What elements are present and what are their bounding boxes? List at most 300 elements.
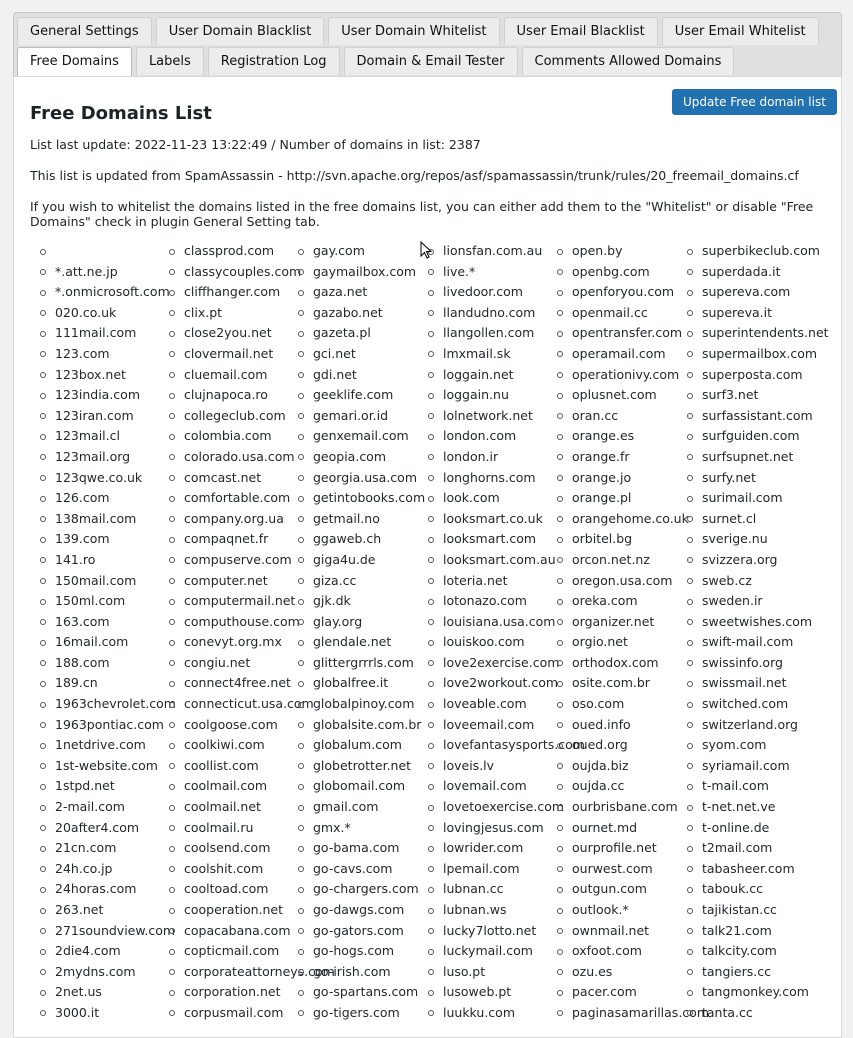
bullet-icon <box>428 413 434 419</box>
domain-list-item <box>298 406 425 427</box>
domain-text: classprod.com <box>184 243 275 258</box>
bullet-icon <box>428 763 434 769</box>
bullet-icon <box>298 619 304 625</box>
domain-text: 2mydns.com <box>55 963 136 979</box>
tab-labels[interactable]: Labels <box>136 47 204 75</box>
domain-list-item <box>40 694 176 715</box>
domain-list-item <box>40 900 176 921</box>
domain-text: globomail.com <box>313 778 406 794</box>
bullet-icon <box>169 578 175 584</box>
domain-text: 150mail.com <box>55 572 137 588</box>
bullet-icon <box>298 393 304 399</box>
domain-list-item <box>40 488 176 509</box>
domain-list-item <box>40 653 176 674</box>
domain-text: giza.cc <box>313 572 357 588</box>
bullet-icon <box>428 1010 434 1016</box>
domain-text: 188.com <box>55 654 110 670</box>
domain-list-item <box>298 591 425 612</box>
domain-list-item <box>687 879 829 900</box>
domain-list-item <box>687 673 829 694</box>
domain-text: 123iran.com <box>55 407 134 423</box>
bullet-icon <box>428 351 434 357</box>
bullet-icon <box>298 763 304 769</box>
domain-text: looksmart.com.au <box>443 551 556 567</box>
domain-list-item <box>687 1003 829 1024</box>
domain-text: surfsupnet.net <box>702 448 794 464</box>
bullet-icon <box>557 372 563 378</box>
domain-text: oso.com <box>572 696 625 712</box>
bullet-icon <box>687 784 693 790</box>
bullet-icon <box>428 269 434 275</box>
domain-text: gdi.net <box>313 366 357 382</box>
domain-text: getmail.no <box>313 510 380 526</box>
bullet-icon <box>557 413 563 419</box>
domain-list-item <box>40 612 176 633</box>
domain-list-item <box>298 756 425 777</box>
tab-user-email-whitelist[interactable]: User Email Whitelist <box>662 17 819 45</box>
domain-text: talkcity.com <box>702 943 777 959</box>
domain-text: glendale.net <box>313 634 392 650</box>
domain-text: loveemail.com <box>443 716 535 732</box>
domain-text: tabasheer.com <box>702 860 795 876</box>
bullet-icon <box>557 269 563 275</box>
domain-list-item <box>687 962 829 983</box>
domain-list-item <box>40 447 176 468</box>
domain-list-item <box>298 859 425 880</box>
bullet-icon <box>428 702 434 708</box>
domain-list-item <box>40 715 176 736</box>
domain-list-item <box>298 365 425 386</box>
domain-text: 189.cn <box>55 675 98 691</box>
domain-text: supereva.it <box>702 304 773 320</box>
bullet-icon <box>298 990 304 996</box>
bullet-icon <box>40 969 46 975</box>
domain-text: geopia.com <box>313 448 387 464</box>
bullet-icon <box>298 413 304 419</box>
domain-text: superintendents.net <box>702 325 829 341</box>
domain-text: go-dawgs.com <box>313 902 405 917</box>
bullet-icon <box>428 516 434 522</box>
bullet-icon <box>687 372 693 378</box>
domain-text: looksmart.co.uk <box>443 510 543 526</box>
domain-list-item <box>40 385 176 406</box>
bullet-icon <box>687 393 693 399</box>
bullet-icon <box>40 825 46 831</box>
domain-list-item <box>298 468 425 489</box>
domain-text: go-bama.com <box>313 840 400 856</box>
domain-list-item <box>687 776 829 797</box>
tab-free-domains[interactable]: Free Domains <box>17 47 132 77</box>
bullet-icon <box>169 660 175 666</box>
bullet-icon <box>40 331 46 337</box>
domain-list-item <box>687 365 829 386</box>
bullet-icon <box>298 702 304 708</box>
bullet-icon <box>428 454 434 460</box>
domain-text: gaymailbox.com <box>313 263 417 279</box>
domain-text: supermailbox.com <box>702 345 818 361</box>
domain-text: orthodox.com <box>572 654 659 670</box>
domain-list-item <box>40 426 176 447</box>
bullet-icon <box>687 866 693 872</box>
domain-text: livedoor.com <box>443 284 523 300</box>
domain-list-item <box>40 468 176 489</box>
bullet-icon <box>687 351 693 357</box>
help-text: If you wish to whitelist the domains listed in the free domains list, you can either add them to the "Whitelist" or disable "Free Domains" check in plugin General Setting tab. <box>30 199 814 229</box>
source-text: This list is updated from SpamAssassin - http://svn.apache.org/repos/asf/spamassassin/trunk/rules/20_freemail_domains.cf <box>30 168 799 183</box>
domain-text: congiu.net <box>184 654 251 670</box>
domain-list-item <box>687 447 829 468</box>
bullet-icon <box>557 475 563 481</box>
bullet-icon <box>428 866 434 872</box>
domain-text: orange.es <box>572 428 635 444</box>
domain-text: coolkiwi.com <box>184 737 265 753</box>
domain-list-item <box>40 962 176 983</box>
tab-domain-email-tester[interactable]: Domain & Email Tester <box>344 47 518 75</box>
bullet-icon <box>687 640 693 646</box>
domain-list-item <box>40 818 176 839</box>
mouse-cursor-icon <box>420 241 432 259</box>
bullet-icon <box>557 990 563 996</box>
domain-text: colorado.usa.com <box>184 448 295 464</box>
bullet-icon <box>169 722 175 728</box>
domain-text: surfassistant.com <box>702 407 813 423</box>
bullet-icon <box>298 640 304 646</box>
domain-text: ourprofile.net <box>572 840 657 856</box>
bullet-icon <box>169 784 175 790</box>
bullet-icon <box>428 599 434 605</box>
domain-text: organizer.net <box>572 613 655 629</box>
bullet-icon <box>169 599 175 605</box>
bullet-icon <box>687 1010 693 1016</box>
bullet-icon <box>557 454 563 460</box>
domain-list-item <box>298 735 425 756</box>
bullet-icon <box>40 578 46 584</box>
domain-list-item <box>298 426 425 447</box>
bullet-icon <box>557 866 563 872</box>
domain-text: coolshit.com <box>184 860 264 876</box>
domain-text: glittergrrrls.com <box>313 654 414 670</box>
domain-text: gmail.com <box>313 799 379 815</box>
domain-list-item <box>298 776 425 797</box>
domain-text: go-cavs.com <box>313 860 393 876</box>
domain-text: outlook.* <box>572 902 629 917</box>
bullet-icon <box>428 784 434 790</box>
bullet-icon <box>169 351 175 357</box>
domain-list-item <box>687 468 829 489</box>
domain-list-item <box>298 282 425 303</box>
bullet-icon <box>428 619 434 625</box>
bullet-icon <box>428 290 434 296</box>
domain-text: t-net.net.ve <box>702 799 776 815</box>
domain-text: orangehome.co.uk <box>572 510 689 526</box>
bullet-icon <box>298 516 304 522</box>
bullet-icon <box>687 928 693 934</box>
bullet-icon <box>687 434 693 440</box>
domain-list-item <box>687 426 829 447</box>
bullet-icon <box>687 743 693 749</box>
tab-user-domain-whitelist[interactable]: User Domain Whitelist <box>328 17 499 45</box>
update-free-domain-list-button[interactable]: Update Free domain list <box>672 89 837 115</box>
domain-list-item <box>40 941 176 962</box>
bullet-icon <box>428 496 434 502</box>
domain-text: corporation.net <box>184 984 281 1000</box>
domain-list-item <box>687 818 829 839</box>
domain-list-item <box>298 447 425 468</box>
domain-text: collegeclub.com <box>184 407 286 423</box>
domain-text: loggain.nu <box>443 387 509 403</box>
bullet-icon <box>169 454 175 460</box>
domain-text: lovemail.com <box>443 778 527 794</box>
domain-list-item <box>40 735 176 756</box>
domain-text: live.* <box>443 263 476 279</box>
domain-list-item <box>687 653 829 674</box>
domain-text: lusoweb.pt <box>443 984 512 1000</box>
bullet-icon <box>40 619 46 625</box>
tab-comments-allowed-domains[interactable]: Comments Allowed Domains <box>522 47 735 75</box>
domain-list-item <box>298 673 425 694</box>
domain-list-item <box>40 797 176 818</box>
domain-text: 1netdrive.com <box>55 737 146 753</box>
domain-text: computer.net <box>184 572 268 588</box>
bullet-icon <box>169 496 175 502</box>
bullet-icon <box>298 805 304 811</box>
domain-text: ownmail.net <box>572 922 650 938</box>
domain-text: compaqnet.fr <box>184 531 269 547</box>
domain-text: 263.net <box>55 902 104 917</box>
domain-list-item <box>687 406 829 427</box>
domain-text: 123india.com <box>55 387 140 403</box>
domain-text: svizzera.org <box>702 551 778 567</box>
domain-list-item <box>40 879 176 900</box>
domain-text: loveable.com <box>443 696 527 712</box>
domain-text: longhorns.com <box>443 469 536 485</box>
domain-list-item <box>40 509 176 530</box>
domain-text: surimail.com <box>702 490 783 506</box>
domain-text: 1st-website.com <box>55 757 158 773</box>
bullet-icon <box>428 310 434 316</box>
bullet-icon <box>40 516 46 522</box>
domain-text: 138mail.com <box>55 510 137 526</box>
domain-list-item <box>40 550 176 571</box>
bullet-icon <box>298 784 304 790</box>
bullet-icon <box>557 1010 563 1016</box>
domain-list-item <box>687 262 829 283</box>
domain-text: getintobooks.com <box>313 490 426 506</box>
domain-text: 16mail.com <box>55 634 129 650</box>
bullet-icon <box>169 434 175 440</box>
domain-text: compuserve.com <box>184 551 292 567</box>
domain-text: llangollen.com <box>443 325 535 341</box>
domain-list-item <box>40 303 176 324</box>
domain-text: 21cn.com <box>55 840 117 856</box>
bullet-icon <box>557 743 563 749</box>
domain-list-item <box>298 694 425 715</box>
domain-list-item <box>687 838 829 859</box>
domain-list-item <box>298 303 425 324</box>
domain-list-item <box>298 653 425 674</box>
bullet-icon <box>428 681 434 687</box>
domain-text: tangiers.cc <box>702 963 771 979</box>
domain-text: ggaweb.ch <box>313 531 382 547</box>
domain-text: coolmail.ru <box>184 819 254 835</box>
bullet-icon <box>40 763 46 769</box>
domain-text: 139.com <box>55 531 110 547</box>
domain-text: comfortable.com <box>184 490 291 506</box>
domain-text: sweden.ir <box>702 593 763 609</box>
bullet-icon <box>169 825 175 831</box>
domain-text: lucky7lotto.net <box>443 922 537 938</box>
domain-text: coolmail.com <box>184 778 268 794</box>
domain-text: switched.com <box>702 696 789 712</box>
domain-list-item <box>298 509 425 530</box>
bullet-icon <box>298 1010 304 1016</box>
domain-text: llandudno.com <box>443 304 536 320</box>
bullet-icon <box>687 516 693 522</box>
bullet-icon <box>40 496 46 502</box>
domain-list-item <box>40 365 176 386</box>
bullet-icon <box>687 599 693 605</box>
domain-list-item <box>40 1003 176 1024</box>
bullet-icon <box>687 660 693 666</box>
domain-text: globetrotter.net <box>313 757 412 773</box>
domain-text: tabouk.cc <box>702 881 764 897</box>
bullet-icon <box>687 825 693 831</box>
tab-user-domain-blacklist[interactable]: User Domain Blacklist <box>156 17 325 45</box>
domain-text: 150ml.com <box>55 593 126 609</box>
domain-list-item <box>298 941 425 962</box>
domain-text: globalpinoy.com <box>313 696 415 712</box>
bullet-icon <box>687 578 693 584</box>
bullet-icon <box>557 310 563 316</box>
bullet-icon <box>557 393 563 399</box>
bullet-icon <box>687 269 693 275</box>
domain-list-item <box>687 797 829 818</box>
domain-text: cooltoad.com <box>184 881 269 897</box>
domain-list-item <box>298 962 425 983</box>
domain-text: pacer.com <box>572 984 637 1000</box>
domain-text: surnet.cl <box>702 510 757 526</box>
tab-registration-log[interactable]: Registration Log <box>208 47 340 75</box>
domain-text: coollist.com <box>184 757 259 773</box>
bullet-icon <box>298 249 304 255</box>
domain-text: clujnapoca.ro <box>184 387 268 403</box>
bullet-icon <box>298 496 304 502</box>
bullet-icon <box>40 743 46 749</box>
bullet-icon <box>169 249 175 255</box>
domain-text: gay.com <box>313 243 365 258</box>
domain-text: openforyou.com <box>572 284 675 300</box>
bullet-icon <box>40 393 46 399</box>
domain-text: 123mail.org <box>55 448 131 464</box>
domain-text: coolmail.net <box>184 799 261 815</box>
domain-text: glay.org <box>313 613 363 629</box>
domain-text: orange.pl <box>572 490 632 506</box>
domain-list-item <box>298 921 425 942</box>
bullet-icon <box>298 269 304 275</box>
bullet-icon <box>428 908 434 914</box>
bullet-icon <box>428 557 434 563</box>
bullet-icon <box>40 434 46 440</box>
domain-text: 163.com <box>55 613 110 629</box>
bullet-icon <box>40 475 46 481</box>
bullet-icon <box>40 269 46 275</box>
domain-text: luso.pt <box>443 963 486 979</box>
domain-text: copacabana.com <box>184 922 291 938</box>
bullet-icon <box>557 805 563 811</box>
bullet-icon <box>40 599 46 605</box>
domain-text: louiskoo.com <box>443 634 525 650</box>
domain-text: sweb.cz <box>702 572 752 588</box>
domain-list-item <box>40 673 176 694</box>
bullet-icon <box>557 702 563 708</box>
bullet-icon <box>428 805 434 811</box>
domain-list-item <box>687 509 829 530</box>
bullet-icon <box>169 557 175 563</box>
bullet-icon <box>687 331 693 337</box>
bullet-icon <box>428 393 434 399</box>
domain-text: luukku.com <box>443 1004 516 1020</box>
tab-general-settings[interactable]: General Settings <box>17 17 152 45</box>
domain-text: *.att.ne.jp <box>55 263 118 279</box>
domain-text: lpemail.com <box>443 860 520 876</box>
domain-text: colombia.com <box>184 428 272 444</box>
domain-list-item <box>298 262 425 283</box>
bullet-icon <box>169 887 175 893</box>
domain-list-item <box>298 982 425 1003</box>
domain-text: go-chargers.com <box>313 881 419 897</box>
domain-text: paginasamarillas.com <box>572 1004 709 1020</box>
bullet-icon <box>557 681 563 687</box>
domain-text: opentransfer.com <box>572 325 683 341</box>
bullet-icon <box>40 887 46 893</box>
bullet-icon <box>687 290 693 296</box>
domain-text: tanta.cc <box>702 1004 753 1020</box>
bullet-icon <box>687 846 693 852</box>
domain-list-item <box>40 838 176 859</box>
domain-text: connect4free.net <box>184 675 291 691</box>
domain-text: go-spartans.com <box>313 984 419 1000</box>
domain-list-item <box>298 900 425 921</box>
domain-list-item <box>687 529 829 550</box>
free-domains-panel <box>13 76 842 1038</box>
domain-text: go-tigers.com <box>313 1004 400 1020</box>
domain-list-item <box>298 571 425 592</box>
domain-text: love2workout.com <box>443 675 559 691</box>
domain-text: *.onmicrosoft.com <box>55 284 170 300</box>
bullet-icon <box>687 722 693 728</box>
domain-text: 24h.co.jp <box>55 860 113 876</box>
bullet-icon <box>428 331 434 337</box>
bullet-icon <box>169 516 175 522</box>
domain-list-item <box>687 921 829 942</box>
tab-user-email-blacklist[interactable]: User Email Blacklist <box>504 17 658 45</box>
bullet-icon <box>428 372 434 378</box>
bullet-icon <box>557 949 563 955</box>
domain-text: conevyt.org.mx <box>184 634 282 650</box>
bullet-icon <box>298 908 304 914</box>
bullet-icon <box>298 599 304 605</box>
tab-row-2 <box>17 47 738 77</box>
domain-text: go-irish.com <box>313 963 391 979</box>
bullet-icon <box>428 949 434 955</box>
domain-text: go-gators.com <box>313 922 404 938</box>
bullet-icon <box>557 599 563 605</box>
domain-text: t-mail.com <box>702 778 769 794</box>
bullet-icon <box>298 681 304 687</box>
bullet-icon <box>40 805 46 811</box>
bullet-icon <box>169 990 175 996</box>
bullet-icon <box>169 331 175 337</box>
